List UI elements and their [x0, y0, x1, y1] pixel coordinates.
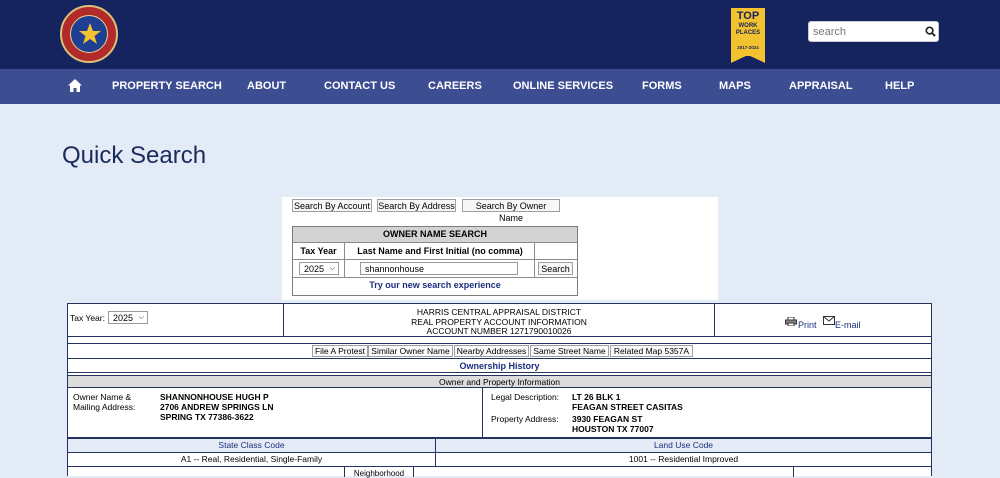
search-by-owner-button[interactable]: Search By Owner Name — [462, 199, 560, 212]
badge-line2: WORK PLACES — [735, 23, 761, 36]
legal-line-1: LT 26 BLK 1 — [572, 392, 621, 402]
owner-section-title: Owner and Property Information — [68, 375, 931, 388]
property-info-cell — [483, 388, 931, 437]
nav-property-search[interactable]: PROPERTY SEARCH — [112, 80, 222, 92]
seal-inner — [70, 15, 108, 53]
owner-search-title: OWNER NAME SEARCH — [293, 227, 577, 243]
star-icon — [78, 22, 102, 46]
land-use-value: 1001 -- Residential Improved — [436, 453, 931, 467]
nav-maps[interactable]: MAPS — [719, 80, 751, 92]
badge-line3: 2017-2024 — [737, 45, 759, 50]
tax-year-column-label: Tax Year — [300, 246, 337, 256]
district-seal-logo[interactable] — [60, 5, 118, 63]
chevron-down-icon: ⌵ — [329, 265, 335, 272]
tax-year-select[interactable] — [299, 262, 339, 275]
state-class-value: A1 -- Real, Residential, Single-Family — [68, 453, 436, 467]
search-by-address-button[interactable]: Search By Address — [378, 201, 455, 211]
legal-description-label: Legal Description: — [491, 392, 560, 402]
owner-name-input[interactable] — [360, 262, 518, 275]
property-street-value: 3930 FEAGAN ST — [572, 414, 643, 424]
divider-band — [68, 336, 931, 344]
owner-name-value: shannonhouse — [365, 264, 425, 274]
similar-owner-button[interactable]: Similar Owner Name — [368, 345, 453, 357]
nav-careers[interactable]: CAREERS — [428, 80, 482, 92]
mailing-street-value: 2706 ANDREW SPRINGS LN — [160, 402, 274, 412]
nav-forms[interactable]: FORMS — [642, 80, 682, 92]
account-heading-cell — [284, 304, 715, 336]
search-by-account-button[interactable]: Search By Account — [293, 201, 371, 211]
same-street-button[interactable]: Same Street Name — [530, 345, 609, 357]
email-icon[interactable] — [823, 316, 835, 325]
chevron-down-icon: ⌵ — [138, 314, 144, 321]
print-email-cell — [715, 304, 931, 336]
tax-year-cell — [68, 304, 284, 336]
related-map-button[interactable]: Related Map 5357A — [610, 345, 693, 357]
state-class-header: State Class Code — [68, 437, 436, 453]
account-tax-year-selected: 2025 — [113, 313, 134, 323]
account-subtitle: REAL PROPERTY ACCOUNT INFORMATION — [411, 316, 587, 327]
top-workplaces-badge — [731, 8, 765, 66]
owner-name-label: Owner Name & — [73, 392, 132, 402]
legal-line-2: FEAGAN STREET CASITAS — [572, 402, 683, 412]
nav-contact-us[interactable]: CONTACT US — [324, 80, 396, 92]
nav-help[interactable]: HELP — [885, 80, 915, 92]
owner-name-value: SHANNONHOUSE HUGH P — [160, 392, 269, 402]
tax-year-selected: 2025 — [304, 264, 325, 274]
property-city-value: HOUSTON TX 77007 — [572, 424, 654, 434]
printer-icon[interactable] — [785, 317, 797, 326]
nav-online-services[interactable]: ONLINE SERVICES — [513, 80, 614, 92]
owner-info-cell — [68, 388, 483, 437]
nav-appraisal[interactable]: APPRAISAL — [789, 80, 853, 92]
account-info-table — [67, 303, 932, 476]
home-icon[interactable] — [68, 79, 82, 92]
mailing-address-label: Mailing Address: — [73, 402, 136, 412]
file-protest-button[interactable]: File A Protest — [312, 345, 368, 357]
name-column-label: Last Name and First Initial (no comma) — [357, 246, 523, 256]
search-icon[interactable] — [925, 26, 936, 37]
nav-about[interactable]: ABOUT — [247, 80, 287, 92]
badge-line1: TOP — [736, 10, 760, 22]
account-number: ACCOUNT NUMBER 1271790010026 — [426, 326, 572, 336]
print-link[interactable]: Print — [798, 320, 817, 330]
nearby-addresses-button[interactable]: Nearby Addresses — [454, 345, 529, 357]
account-tax-year-select[interactable] — [108, 311, 148, 324]
neighborhood-label: Neighborhood — [353, 469, 405, 478]
page-title: Quick Search — [62, 142, 207, 169]
email-link[interactable]: E-mail — [835, 320, 861, 330]
mailing-city-value: SPRING TX 77386-3622 — [160, 412, 254, 422]
main-nav — [0, 69, 1000, 104]
tax-year-label: Tax Year: — [70, 313, 105, 323]
owner-search-button[interactable]: Search — [538, 262, 573, 275]
ownership-history-link[interactable]: Ownership History — [68, 358, 931, 373]
quick-search-panel — [282, 197, 718, 300]
land-use-header: Land Use Code — [436, 437, 931, 453]
district-name: HARRIS CENTRAL APPRAISAL DISTRICT — [416, 307, 582, 317]
site-header — [0, 0, 1000, 69]
new-search-experience-link[interactable]: Try our new search experience — [369, 280, 501, 290]
site-search — [808, 21, 939, 42]
search-input[interactable] — [813, 24, 917, 39]
property-address-label: Property Address: — [491, 414, 559, 424]
owner-name-search-form — [292, 226, 578, 296]
